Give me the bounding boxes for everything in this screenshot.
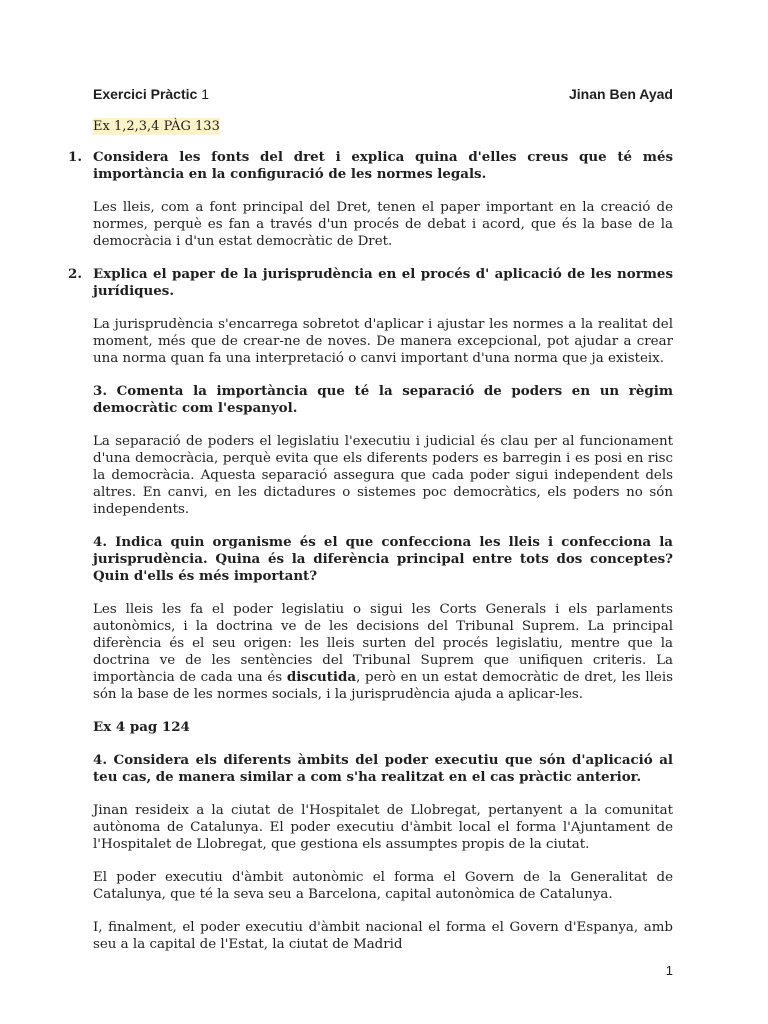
header-title-text: Exercici Pràctic — [93, 86, 198, 102]
document-page — [68, 86, 674, 953]
question-5: 4. Considera els diferents àmbits del poder executiu que són d'aplicació al teu cas, de manera similar a com s'ha realitzat en el cas pràctic anterior. — [93, 752, 673, 785]
header-author: Jinan Ben Ayad — [569, 86, 673, 102]
document-header — [93, 86, 673, 106]
answer-5-paragraph-1: Jinan resideix a la ciutat de l'Hospitalet de Llobregat, pertanyent a la comunitat autònoma de Catalunya. El poder executiu d'àmbit local el forma l'Ajuntament de l'Hospitalet de Llobregat, que gestiona els assumptes propis de la ciutat. — [93, 803, 673, 852]
header-title-number: 1 — [201, 86, 209, 102]
question-2-text: Explica el paper de la jurisprudència en el procés d' aplicació de les normes jurídiques. — [93, 266, 673, 299]
question-4: 4. Indica quin organisme és el que confecciona les lleis i confecciona la jurisprudència. Quina és la diferència principal entre tots dos conceptes? Quin d'ells és més important? — [93, 534, 673, 584]
answer-5-paragraph-2: El poder executiu d'àmbit autonòmic el forma el Govern de la Generalitat de Catalunya, que té la seva seu a Barcelona, capital autonòmica de Catalunya. — [93, 870, 673, 902]
exercise-reference-2: Ex 4 pag 124 — [93, 719, 190, 735]
header-title — [93, 86, 209, 102]
question-2-number: 2. — [68, 266, 82, 282]
answer-4 — [93, 601, 673, 703]
question-1-number: 1. — [68, 149, 82, 165]
answer-2: La jurisprudència s'encarrega sobretot d'aplicar i ajustar les normes a la realitat del moment, més que de crear-ne de noves. De manera excepcional, pot ajudar a crear una norma quan fa una interpretació o canvi important d'una norma que ja existeix. — [93, 317, 673, 366]
question-3: 3. Comenta la importància que té la separació de poders en un règim democràtic com l'espanyol. — [93, 383, 673, 416]
answer-3: La separació de poders el legislatiu l'executiu i judicial és clau per al funcionament d'una democràcia, perquè evita que els diferents poders es barregin i es posi en risc la democràcia. Aquesta separació assegura que cada poder sigui independent dels altres. En canvi, en les dictadures o sistemes poc democràtics, els poders no són independents. — [93, 434, 673, 517]
answer-4-emphasis: discutida — [286, 669, 357, 685]
page-number: 1 — [665, 963, 673, 978]
answer-4-part2: , però en un estat democràtic de dret, les lleis són la base de les normes socials, i la jurisprudència ajuda a aplicar-les. — [93, 670, 674, 702]
question-1 — [68, 149, 673, 183]
question-1-text: Considera les fonts del dret i explica quina d'elles creus que té més importància en la configuració de les normes legals. — [93, 149, 673, 182]
answer-1: Les lleis, com a font principal del Dret, tenen el paper important en la creació de normes, perquè es fan a través d'un procés de debat i acord, que és la base de la democràcia i d'un estat democràtic de Dret. — [93, 200, 673, 249]
exercise-reference-1 — [93, 118, 673, 135]
answer-5-paragraph-3: I, finalment, el poder executiu d'àmbit nacional el forma el Govern d'Espanya, amb seu a la capital de l'Estat, la ciutat de Madrid — [93, 920, 673, 952]
answer-4-part1: Les lleis les fa el poder legislatiu o sigui les Corts Generals i els parlaments autonòmics, i la doctrina ve de les decisions del Tribunal Suprem. La principal diferència és el seu origen: les lleis surten del procés legislatiu, mentre que la doctrina ve de les sentències del Tribunal Suprem que unifiquen criteris. La importància de cada una és — [93, 602, 673, 685]
question-2 — [68, 266, 673, 300]
highlighted-reference: Ex 1,2,3,4 PÀG 133 — [93, 119, 220, 134]
